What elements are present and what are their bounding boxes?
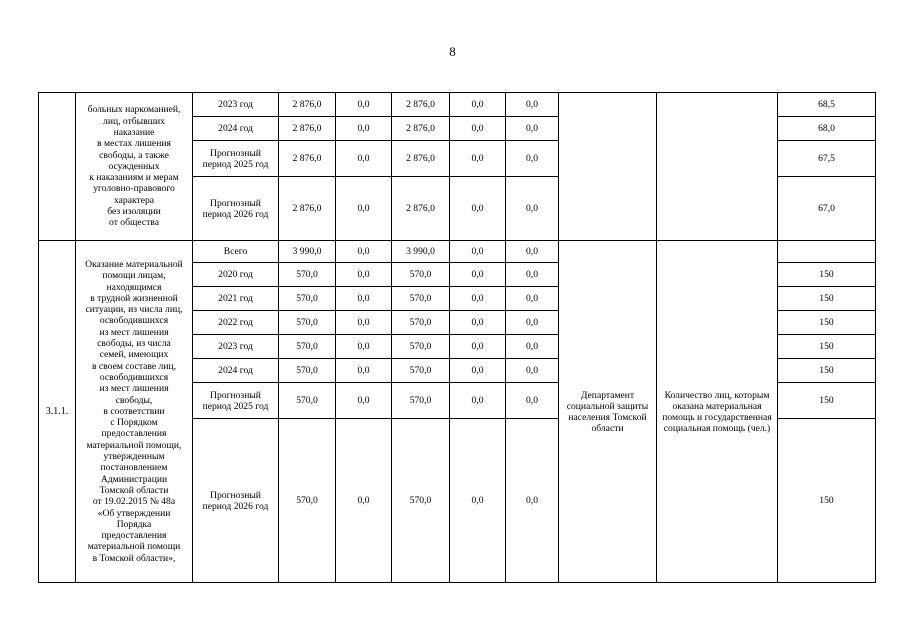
extra-cell: 0,0 <box>506 383 559 419</box>
extra-cell: 0,0 <box>506 117 559 141</box>
total-cell: 570,0 <box>279 287 336 311</box>
indicator-value-cell: 68,5 <box>778 93 876 117</box>
regional-cell: 570,0 <box>392 311 450 335</box>
extra-cell: 0,0 <box>506 141 559 177</box>
total-cell: 3 990,0 <box>279 241 336 263</box>
extra-cell: 0,0 <box>506 287 559 311</box>
program-table <box>38 92 876 583</box>
description-line: свободы, из числа <box>97 338 171 350</box>
description-line: семей, имеющих <box>99 349 169 361</box>
federal-cell: 0,0 <box>336 141 392 177</box>
federal-cell: 0,0 <box>336 359 392 383</box>
description-line: ситуации, из числа лиц, <box>85 304 183 316</box>
regional-cell: 3 990,0 <box>392 241 450 263</box>
description-line: в местах лишения <box>97 138 171 150</box>
period-cell: Прогнозный период 2025 год <box>193 383 279 419</box>
local-cell: 0,0 <box>450 311 506 335</box>
table-row <box>39 241 876 263</box>
indicator-value-cell: 150 <box>778 311 876 335</box>
local-cell: 0,0 <box>450 263 506 287</box>
table-row <box>39 93 876 117</box>
description-line: без изоляции <box>107 206 161 218</box>
page-number: 8 <box>449 44 456 59</box>
period-cell: 2023 год <box>193 93 279 117</box>
extra-cell: 0,0 <box>506 93 559 117</box>
regional-cell: 570,0 <box>392 419 450 583</box>
description-line: Порядка <box>116 518 152 530</box>
total-cell: 570,0 <box>279 263 336 287</box>
regional-cell: 570,0 <box>392 359 450 383</box>
description-line: в своем составе лиц, <box>92 360 176 372</box>
description-line: больных наркоманией, <box>87 104 181 116</box>
regional-cell: 2 876,0 <box>392 117 450 141</box>
federal-cell: 0,0 <box>336 263 392 287</box>
regional-cell: 570,0 <box>392 263 450 287</box>
description-line: характера <box>113 194 155 206</box>
description-line: осужденных <box>108 160 160 172</box>
description-line: Администрации <box>100 473 168 485</box>
local-cell: 0,0 <box>450 419 506 583</box>
description-line: помощи лицам, <box>102 270 166 282</box>
regional-cell: 570,0 <box>392 335 450 359</box>
description-cell <box>76 93 193 241</box>
number-cell <box>39 93 76 241</box>
total-cell: 570,0 <box>279 335 336 359</box>
description-line: Томской области <box>99 484 169 496</box>
period-cell: 2020 год <box>193 263 279 287</box>
local-cell: 0,0 <box>450 335 506 359</box>
description-line: уголовно-правового <box>93 183 175 195</box>
local-cell: 0,0 <box>450 117 506 141</box>
local-cell: 0,0 <box>450 177 506 241</box>
description-line: от 19.02.2015 № 48а <box>92 496 176 508</box>
total-cell: 2 876,0 <box>279 117 336 141</box>
federal-cell: 0,0 <box>336 241 392 263</box>
federal-cell: 0,0 <box>336 93 392 117</box>
total-cell: 570,0 <box>279 359 336 383</box>
local-cell: 0,0 <box>450 383 506 419</box>
description-line: лиц, отбывших <box>103 115 165 127</box>
indicator-value-cell <box>778 241 876 263</box>
regional-cell: 2 876,0 <box>392 177 450 241</box>
period-cell: Прогнозный период 2026 год <box>193 419 279 583</box>
period-cell: Прогнозный период 2025 год <box>193 141 279 177</box>
description-line: к наказаниям и мерам <box>89 172 179 184</box>
description-line: освободившихся <box>99 315 169 327</box>
description-line: освободившихся <box>99 371 169 383</box>
indicator-value-cell: 150 <box>778 383 876 419</box>
local-cell: 0,0 <box>450 241 506 263</box>
indicator-name-cell <box>657 93 778 241</box>
period-cell: 2024 год <box>193 117 279 141</box>
period-cell: Прогнозный период 2026 год <box>193 177 279 241</box>
local-cell: 0,0 <box>450 359 506 383</box>
description-cell <box>76 241 193 583</box>
description-line: материальной помощи, <box>86 439 182 451</box>
local-cell: 0,0 <box>450 141 506 177</box>
description-line: находящимся <box>106 281 162 293</box>
indicator-value-cell: 67,0 <box>778 177 876 241</box>
federal-cell: 0,0 <box>336 117 392 141</box>
description-line: «Об утверждении <box>97 507 171 519</box>
description-line: утвержденным <box>103 451 165 463</box>
period-cell: 2022 год <box>193 311 279 335</box>
extra-cell: 0,0 <box>506 311 559 335</box>
description-line: предоставления <box>101 530 167 542</box>
description-line: из мест лишения <box>99 383 169 395</box>
extra-cell: 0,0 <box>506 263 559 287</box>
regional-cell: 2 876,0 <box>392 141 450 177</box>
description-line: постановлением <box>100 462 168 474</box>
period-cell: 2021 год <box>193 287 279 311</box>
total-cell: 570,0 <box>279 311 336 335</box>
indicator-value-cell: 68,0 <box>778 117 876 141</box>
description-line: свободы, <box>115 394 153 406</box>
total-cell: 2 876,0 <box>279 141 336 177</box>
description-line: в трудной жизненной <box>90 292 178 304</box>
indicator-value-cell: 150 <box>778 419 876 583</box>
federal-cell: 0,0 <box>336 419 392 583</box>
indicator-value-cell: 150 <box>778 287 876 311</box>
description-line: свободы, а также <box>99 149 169 161</box>
description-line: наказание <box>113 126 155 138</box>
federal-cell: 0,0 <box>336 177 392 241</box>
description-line: в Томской области», <box>92 552 176 564</box>
regional-cell: 570,0 <box>392 287 450 311</box>
federal-cell: 0,0 <box>336 335 392 359</box>
total-cell: 2 876,0 <box>279 93 336 117</box>
regional-cell: 570,0 <box>392 383 450 419</box>
total-cell: 570,0 <box>279 383 336 419</box>
federal-cell: 0,0 <box>336 383 392 419</box>
description-line: от общества <box>109 217 159 229</box>
extra-cell: 0,0 <box>506 419 559 583</box>
indicator-name-cell: Количество лиц, которым оказана материальная помощь и государственная социальная помощь (чел.) <box>657 241 778 583</box>
period-cell: 2024 год <box>193 359 279 383</box>
regional-cell: 2 876,0 <box>392 93 450 117</box>
extra-cell: 0,0 <box>506 241 559 263</box>
extra-cell: 0,0 <box>506 335 559 359</box>
executor-cell: Департамент социальной защиты населения Томской области <box>559 241 657 583</box>
description-line: Оказание материальной <box>85 258 183 270</box>
federal-cell: 0,0 <box>336 311 392 335</box>
local-cell: 0,0 <box>450 93 506 117</box>
period-cell: Всего <box>193 241 279 263</box>
indicator-value-cell: 150 <box>778 335 876 359</box>
executor-cell <box>559 93 657 241</box>
period-cell: 2023 год <box>193 335 279 359</box>
local-cell: 0,0 <box>450 287 506 311</box>
indicator-value-cell: 150 <box>778 263 876 287</box>
description-line: в соответствии <box>103 405 165 417</box>
indicator-value-cell: 67,5 <box>778 141 876 177</box>
federal-cell: 0,0 <box>336 287 392 311</box>
description-line: материальной помощи <box>87 541 181 553</box>
number-cell: 3.1.1. <box>39 241 76 583</box>
extra-cell: 0,0 <box>506 177 559 241</box>
description-line: предоставления <box>101 428 167 440</box>
indicator-value-cell: 150 <box>778 359 876 383</box>
total-cell: 2 876,0 <box>279 177 336 241</box>
total-cell: 570,0 <box>279 419 336 583</box>
description-line: из мест лишения <box>99 326 169 338</box>
extra-cell: 0,0 <box>506 359 559 383</box>
description-line: с Порядком <box>110 417 158 429</box>
